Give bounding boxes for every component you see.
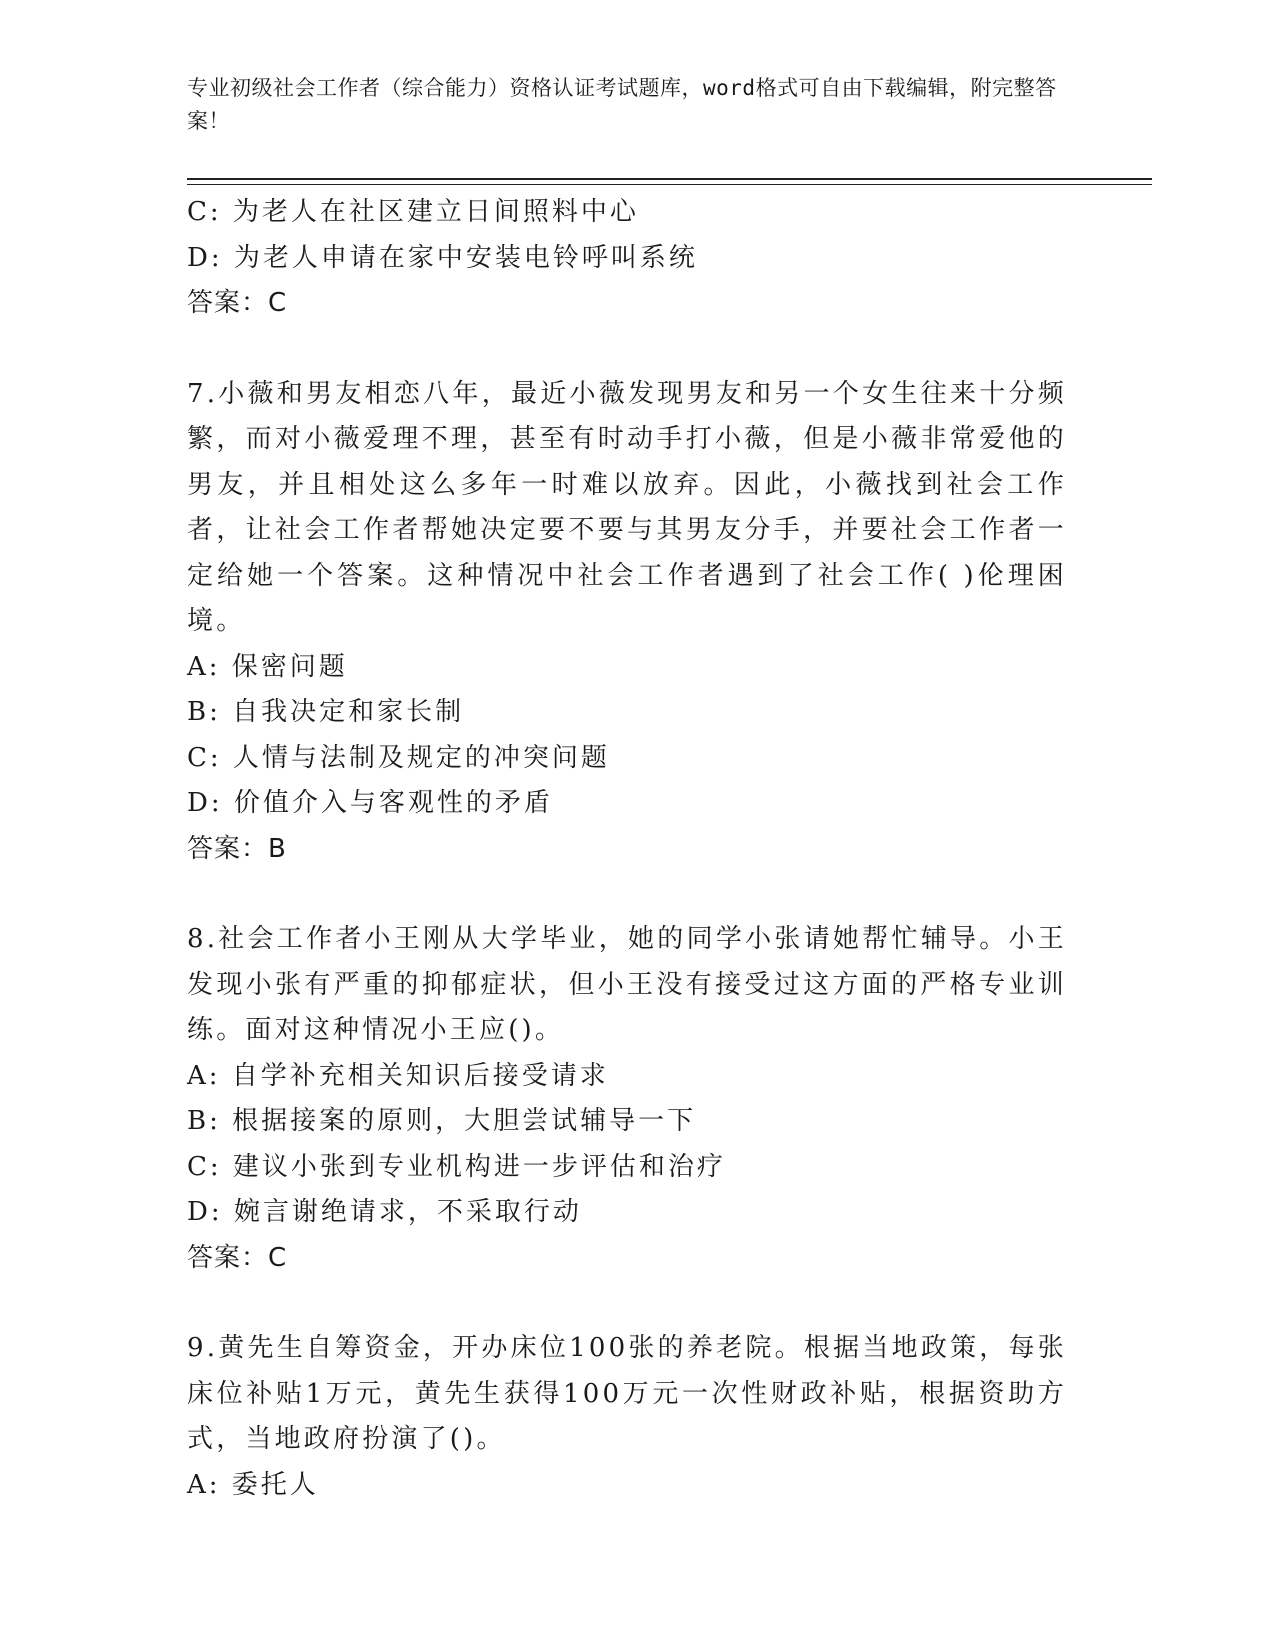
question-stem: 9.黄先生自筹资金，开办床位100张的养老院。根据当地政策，每张床位补贴1万元，黄先生获得100万元一次性财政补贴，根据资助方式，当地政府扮演了()。 [187,1333,1067,1454]
option-b: B: 自我决定和家长制 [187,697,465,727]
option-d: D: 为老人申请在家中安装电铃呼叫系统 [187,242,698,273]
answer-line: 答案：C [187,288,288,318]
option-a: A: 委托人 [187,1469,319,1500]
option-d: D: 婉言谢绝请求，不采取行动 [187,1197,582,1227]
answer-line: 答案：B [187,833,287,864]
option-c: C: 人情与法制及规定的冲突问题 [187,742,610,773]
option-a: A: 自学补充相关知识后接受请求 [187,1060,609,1091]
header-divider-thin [187,184,1152,185]
question-8 [187,917,1067,1281]
option-a: A: 保密问题 [187,651,348,682]
option-b: B: 根据接案的原则，大胆尝试辅导一下 [187,1106,697,1136]
answer-line: 答案：C [187,1242,288,1273]
question-stem: 8.社会工作者小王刚从大学毕业，她的同学小张请她帮忙辅导。小王发现小张有严重的抑郁症状，但小王没有接受过这方面的严格专业训练。面对这种情况小王应()。 [187,924,1067,1045]
option-d: D: 价值介入与客观性的矛盾 [187,788,553,818]
question-stem: 7.小薇和男友相恋八年，最近小薇发现男友和另一个女生往来十分频繁，而对小薇爱理不理，甚至有时动手打小薇，但是小薇非常爱他的男友，并且相处这么多年一时难以放弃。因此，小薇找到社会工作者，让社会工作者帮她决定要不要与其男友分手，并要社会工作者一定给她一个答案。这种情况中社会工作者遇到了社会工作( )伦理困境。 [187,378,1067,636]
question-6-continuation [187,190,1067,327]
header-divider-thick [187,178,1152,180]
spacer [187,1281,1067,1326]
question-7 [187,372,1067,873]
option-c: C: 为老人在社区建立日间照料中心 [187,197,639,227]
document-header: 专业初级社会工作者（综合能力）资格认证考试题库，word格式可自由下载编辑，附完整答案！ [187,76,1057,133]
option-c: C: 建议小张到专业机构进一步评估和治疗 [187,1151,726,1182]
document-body [187,190,1067,1508]
spacer [187,872,1067,917]
question-9 [187,1326,1067,1508]
spacer [187,327,1067,372]
